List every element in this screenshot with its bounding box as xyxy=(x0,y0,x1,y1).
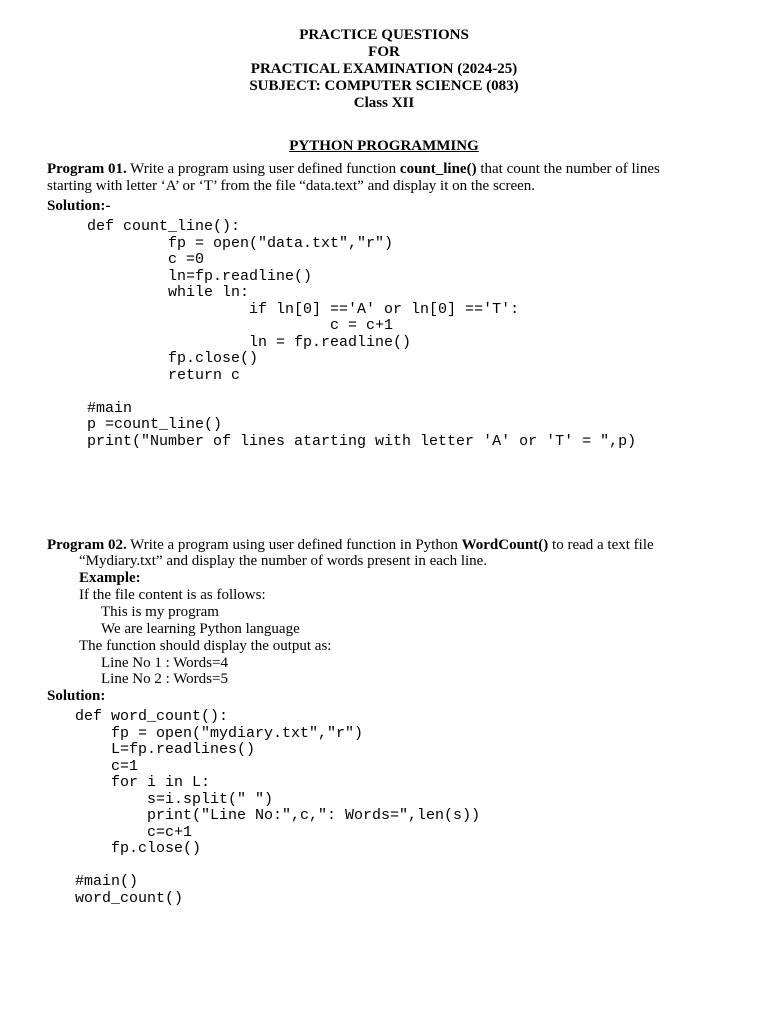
program-01-code-block xyxy=(87,219,636,450)
program-02-code-block xyxy=(75,709,480,907)
program-02-code-line: fp.close() xyxy=(75,840,202,857)
program-02-content-line-2: We are learning Python language xyxy=(101,621,300,637)
header-line-class: Class XII xyxy=(353,95,415,111)
program-01-code-line: c =0 xyxy=(87,251,205,268)
program-02-output-line-2: Line No 2 : Words=5 xyxy=(101,671,228,687)
program-01-text-b: that count the number of lines xyxy=(476,161,660,177)
program-02-label: Program 02. xyxy=(47,537,127,553)
program-02-text-a: Write a program using user defined function in Python xyxy=(126,537,462,553)
program-01-code-line: if ln[0] =='A' or ln[0] =='T': xyxy=(87,300,520,318)
program-01-code-line: def count_line(): xyxy=(87,218,241,235)
program-01-solution-label: Solution:- xyxy=(47,198,111,214)
program-02-solution-label: Solution: xyxy=(47,688,106,704)
program-01-code-line: p =count_line() xyxy=(87,416,223,433)
section-title: PYTHON PROGRAMMING xyxy=(289,138,479,154)
program-02-question-cont: “Mydiary.txt” and display the number of words present in each line. xyxy=(79,553,488,569)
program-01-code-line: #main xyxy=(87,399,133,417)
program-02-text-b: to read a text file xyxy=(548,537,654,553)
program-02-code-line: L=fp.readlines() xyxy=(75,741,256,758)
program-01-code-line: ln=fp.readline() xyxy=(87,267,313,285)
program-02-example-label: Example: xyxy=(79,570,141,586)
program-01-question-cont: starting with letter ‘A’ or ‘T’ from the file “data.text” and display it on the screen. xyxy=(47,178,536,194)
program-02-code-line: fp = open("mydiary.txt","r") xyxy=(75,724,364,742)
program-01-code-line: ln = fp.readline() xyxy=(87,333,412,351)
header-line-for: FOR xyxy=(368,44,400,60)
header-line-practical-exam: PRACTICAL EXAMINATION (2024-25) xyxy=(250,61,518,77)
program-02-code-line: print("Line No:",c,": Words=",len(s)) xyxy=(75,807,481,824)
program-02-code-line: c=c+1 xyxy=(75,823,193,841)
program-02-code-line: for i in L: xyxy=(75,774,211,791)
program-01-code-line: return c xyxy=(87,366,241,384)
program-01-code-line xyxy=(87,384,636,401)
program-01-function-name: count_line() xyxy=(399,161,477,177)
header-line-practice-questions: PRACTICE QUESTIONS xyxy=(299,27,469,43)
program-01-code-line: while ln: xyxy=(87,284,250,301)
program-01-text-a: Write a program using user defined function xyxy=(126,161,400,177)
program-01-code-line: c = c+1 xyxy=(87,317,394,334)
program-01-code-line: fp = open("data.txt","r") xyxy=(87,234,394,252)
program-02-code-line: #main() xyxy=(75,873,139,890)
program-02-code-line: c=1 xyxy=(75,757,139,775)
program-02-code-line: word_count() xyxy=(75,889,184,907)
program-02-code-line xyxy=(75,858,480,875)
program-02-if-content: If the file content is as follows: xyxy=(79,587,266,603)
program-02-question xyxy=(47,537,654,554)
program-02-code-line: def word_count(): xyxy=(75,708,229,725)
program-02-output-line-1: Line No 1 : Words=4 xyxy=(101,655,228,671)
program-02-code-line: s=i.split(" ") xyxy=(75,790,274,808)
program-01-code-line: print("Number of lines atarting with letter 'A' or 'T' = ",p) xyxy=(87,432,637,450)
program-02-output-intro: The function should display the output as: xyxy=(79,638,332,654)
program-02-function-name: WordCount() xyxy=(461,537,549,553)
program-01-code-line: fp.close() xyxy=(87,350,259,367)
program-01-label: Program 01. xyxy=(47,161,127,177)
header-line-subject: SUBJECT: COMPUTER SCIENCE (083) xyxy=(249,78,519,94)
program-02-content-line-1: This is my program xyxy=(101,604,219,620)
program-01-question xyxy=(47,161,660,178)
